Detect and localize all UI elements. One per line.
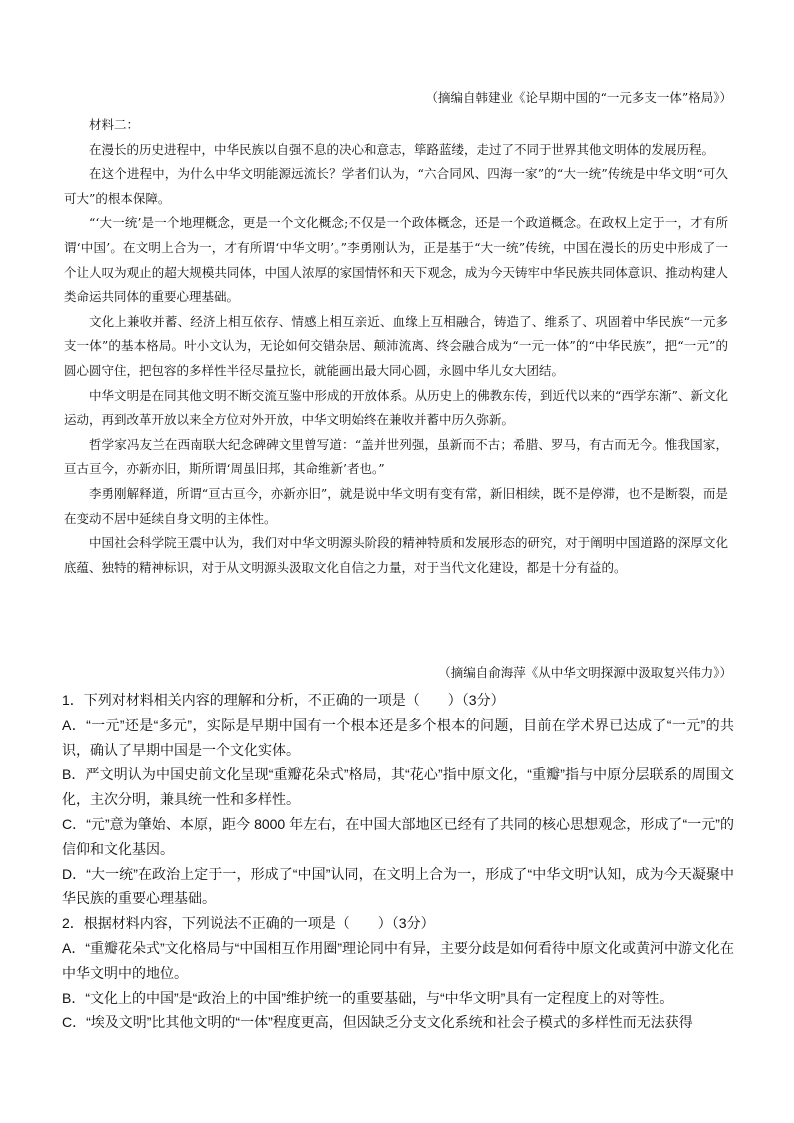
question-stem: 1．下列对材料相关内容的理解和分析，不正确的一项是（ ）（3分） <box>62 692 505 708</box>
material2-paragraph: 中国社会科学院王震中认为，我们对中华文明源头阶段的精神特质和发展形态的研究，对于阐明中国道路的深厚文化底蕴、独特的精神标识，对于从文明源头汲取文化自信之力量，对于当代文化建设，都是十分有益的。 <box>64 535 728 575</box>
question-option-a: A．“一元”还是“多元”，实际是早期中国有一个根本还是多个根本的问题，目前在学术界已达成了“一元”的共识，确认了早期中国是一个文化实体。 <box>62 716 734 758</box>
question-option-c: C．“埃及文明”比其他文明的“一体”程度更高，但因缺乏分支文化系统和社会子模式的多样性而无法获得 <box>62 1014 693 1031</box>
material2-paragraph: 在这个进程中，为什么中华文明能源远流长？学者们认为，“六合同风、四海一家”的“大一统”传统是中华文明“可久可大”的根本保障。 <box>64 166 728 206</box>
material2-paragraph: 李勇刚解释道，所谓“亘古亘今，亦新亦旧”，就是说中华文明有变有常，新旧相续，既不是停滞，也不是断裂，而是在变动不居中延续自身文明的主体性。 <box>64 485 728 526</box>
material1-source-citation: （摘编自韩建业《论早期中国的“一元多支一体”格局》） <box>425 90 732 105</box>
material2-paragraph: “‘大一统’是一个地理概念，更是一个文化概念;不仅是一个政体概念，还是一个政道概念。在政权上定于一，才有所谓‘中国’。在文明上合为一，才有所谓‘中华文明’。”李勇刚认为，正是基于“大一统”传统，中国在漫长的历史中形成了一个让人叹为观止的超大规模共同体，中国人浓厚的家国情怀和天下观念，成为今天铸牢中华民族共同体意识、推动构建人类命运共同体的重要心理基础。 <box>64 215 728 305</box>
material2-source-citation: （摘编自俞海萍《从中华文明探源中汲取复兴伟力》） <box>438 665 732 680</box>
questions-section <box>62 688 734 1035</box>
question-option-d: D．“大一统”在政治上定于一，形成了“中国”认同，在文明上合为一，形成了“中华文明”认知，成为今天凝聚中华民族的重要心理基础。 <box>62 865 734 907</box>
material2-paragraph: 文化上兼收并蓄、经济上相互依存、情感上相互亲近、血缘上互相融合，铸造了、维系了、巩固着中华民族“一元多支一体”的基本格局。叶小文认为，无论如何交错杂居、颠沛流离、终会融合成为“一元一体”的“中华民族”，把“一元”的圆心圆守住，把包容的多样性半径尽量拉长，就能画出最大同心圆，永圆中华儿女大团结。 <box>64 313 728 378</box>
question-option-b: B．“文化上的中国”是“政治上的中国”维护统一的重要基础，与“中华文明”具有一定程度上的对等性。 <box>62 989 674 1006</box>
material2-paragraph: 哲学家冯友兰在西南联大纪念碑碑文里曾写道：“盖并世列强，虽新而不古；希腊、罗马，有古而无今。惟我国家，亘古亘今，亦新亦旧，斯所谓‘周虽旧邦，其命维新’者也。” <box>64 436 728 477</box>
question-option-c: C．“元”意为肇始、本原，距今 8000 年左右，在中国大部地区已经有了共同的核心思想观念，形成了“一元”的信仰和文化基因。 <box>62 815 734 857</box>
material2-label: 材料二： <box>89 117 140 132</box>
material2-paragraph: 在漫长的历史进程中，中华民族以自强不息的决心和意志，筚路蓝缕，走过了不同于世界其他文明体的发展历程。 <box>89 141 715 157</box>
material2-section <box>64 113 728 580</box>
material2-paragraph: 中华文明是在同其他文明不断交流互鉴中形成的开放体系。从历史上的佛教东传，到近代以来的“西学东渐”、新文化运动，再到改革开放以来全方位对外开放，中华文明始终在兼收并蓄中历久弥新。 <box>64 387 728 428</box>
question-stem: 2．根据材料内容，下列说法不正确的一项是（ ）（3分） <box>62 915 435 932</box>
question-option-b: B．严文明认为中国史前文化呈现“重瓣花朵式”格局，其“花心”指中原文化，“重瓣”指与中原分层联系的周围文化，主次分明，兼具统一性和多样性。 <box>62 766 734 808</box>
question-option-a: A．“重瓣花朵式”文化格局与“中国相互作用圈”理论同中有异，主要分歧是如何看待中原文化或黄河中游文化在中华文明中的地位。 <box>62 939 734 981</box>
